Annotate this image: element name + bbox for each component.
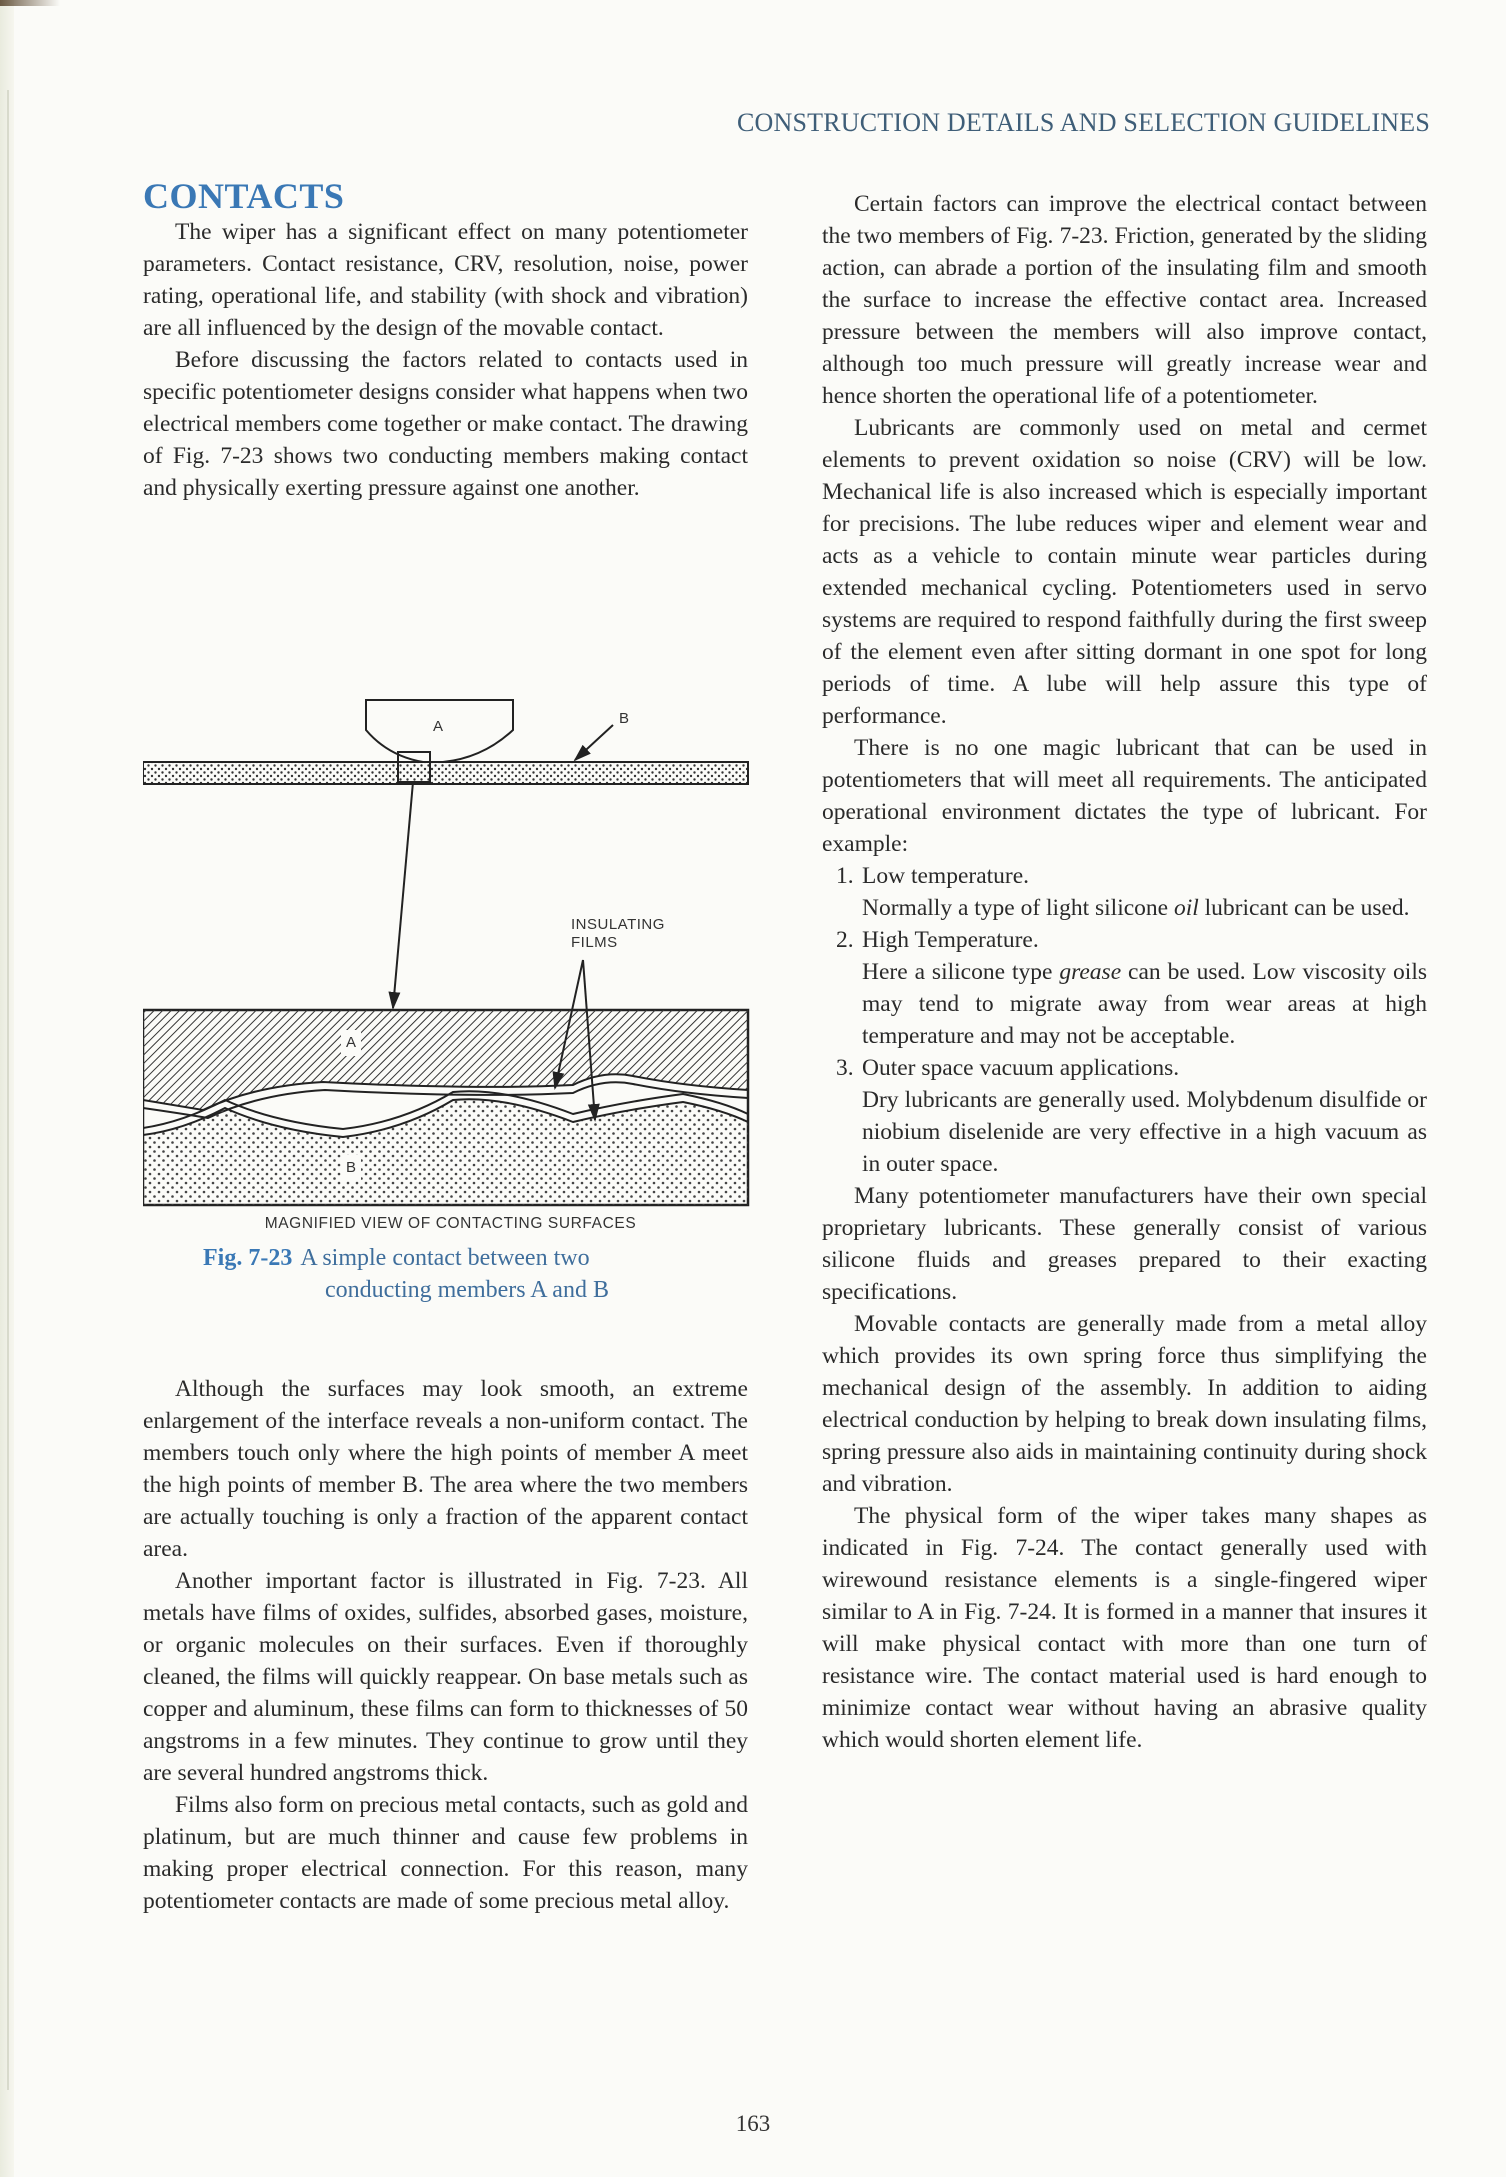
paragraph: There is no one magic lubricant that can be used in potentiometers that will meet all requirements. The anticipated operational environment dictates the type of lubricant. For example: (822, 735, 1427, 857)
running-header: CONSTRUCTION DETAILS AND SELECTION GUIDELINES (737, 108, 1430, 137)
caption-line-2: conducting members A and B (325, 1277, 609, 1303)
binding-line (7, 90, 9, 2090)
contact-diagram (143, 690, 758, 1210)
figure-caption (203, 1242, 763, 1306)
label-magnified-a: A (346, 1034, 357, 1051)
list-item-title: High Temperature. (862, 927, 1039, 953)
paragraph: Many potentiometer manufacturers have their own special proprietary lubricants. These generally consist of various silicone fluids and greases prepared to their exacting specifications. (822, 1183, 1427, 1305)
list-item-desc: Dry lubricants are generally used. Molybdenum disulfide or niobium diselenide are very effective in a high vacuum as in outer space. (862, 1087, 1427, 1177)
paragraph: Certain factors can improve the electrical contact between the two members of Fig. 7-23. Friction, generated by the sliding action, can abrade a portion of the insulating film and smooth the surface to increase the effective contact area. Increased pressure between the members will also improve contact, although too much pressure will greatly increase wear and hence shorten the operational life of a potentiometer. (822, 191, 1427, 409)
caption-line-1: A simple contact between two (300, 1245, 590, 1271)
paragraph: Before discussing the factors related to contacts used in specific potentiometer designs consider what happens when two electrical members come together or make contact. The drawing of Fig. 7-23 shows two conducting members making contact and physically exerting pressure against one another. (143, 347, 748, 501)
paragraph: Another important factor is illustrated in Fig. 7-23. All metals have films of oxides, sulfides, absorbed gases, moisture, or organic molecules on their surfaces. Even if thoroughly cleaned, the films will quickly reappear. On base metals such as copper and aluminum, these films can form to thicknesses of 50 angstroms in a few minutes. They continue to grow until they are several hundred angstroms thick. (143, 1568, 748, 1786)
left-column-top (143, 176, 748, 504)
label-member-b-top: B (619, 710, 630, 727)
list-item-title: Outer space vacuum applications. (862, 1055, 1180, 1081)
list-item-desc: Here a silicone type grease can be used. Low viscosity oils may tend to migrate away from wear areas at high temperature and may not be acceptable. (862, 959, 1427, 1049)
page-number: 163 (735, 2111, 771, 2136)
list-item-title: Low temperature. (862, 863, 1030, 889)
label-insulating-films-1: INSULATING (571, 916, 665, 933)
list-number: 1. (836, 863, 854, 889)
label-insulating-films-2: FILMS (571, 934, 618, 951)
list-item-desc: Normally a type of light silicone oil lubricant can be used. (862, 895, 1410, 921)
list-item (822, 924, 1427, 1052)
list-number: 2. (836, 927, 854, 953)
label-magnified-b: B (346, 1159, 357, 1176)
list-item (822, 860, 1427, 924)
label-member-a-top: A (433, 718, 444, 735)
paragraph: Films also form on precious metal contacts, such as gold and platinum, but are much thinner and cause few problems in making proper electrical connection. For this reason, many potentiometer contacts are made of some precious metal alloy. (143, 1792, 748, 1914)
lubricant-list (822, 860, 1427, 1180)
paragraph: The wiper has a significant effect on many potentiometer parameters. Contact resistance, CRV, resolution, noise, power rating, operational life, and stability (with shock and vibration) are all influenced by the design of the movable contact. (143, 219, 748, 341)
figure-sublabel: MAGNIFIED VIEW OF CONTACTING SURFACES (264, 1215, 637, 1232)
member-b-strip (143, 762, 748, 784)
paragraph: The physical form of the wiper takes many shapes as indicated in Fig. 7-24. The contact generally used with wirewound resistance elements is a single-fingered wiper similar to A in Fig. 7-24. It is formed in a manner that insures it will make physical contact with more than one turn of resistance wire. The contact material used is hard enough to minimize contact wear without having an abrasive quality which would shorten element life. (822, 1503, 1427, 1753)
left-column-bottom (143, 1373, 748, 1917)
paragraph: Movable contacts are generally made from a metal alloy which provides its own spring force thus simplifying the mechanical design of the assembly. In addition to aiding electrical conduction by helping to break down insulating films, spring pressure also aids in maintaining continuity during shock and vibration. (822, 1311, 1427, 1497)
paragraph: Lubricants are commonly used on metal and cermet elements to prevent oxidation so noise (CRV) will be low. Mechanical life is also increased which is especially important for precisions. The lube reduces wiper and element wear and acts as a vehicle to contain minute wear particles during extended mechanical cycling. Potentiometers used in servo systems are required to respond faithfully during the first sweep of the element even after sitting dormant in one spot for long periods of time. A lube will help assure this type of performance. (822, 415, 1427, 729)
paragraph: Although the surfaces may look smooth, an extreme enlargement of the interface reveals a non-uniform contact. The members touch only where the high points of member A meet the high points of member B. The area where the two members are actually touching is only a fraction of the apparent contact area. (143, 1376, 748, 1562)
list-item (822, 1052, 1427, 1180)
right-column (822, 188, 1427, 1756)
scan-corner-shadow (0, 0, 60, 6)
section-title: CONTACTS (143, 176, 345, 216)
list-number: 3. (836, 1055, 854, 1081)
figure-7-23 (143, 690, 758, 1310)
figure-number: Fig. 7-23 (203, 1245, 293, 1271)
